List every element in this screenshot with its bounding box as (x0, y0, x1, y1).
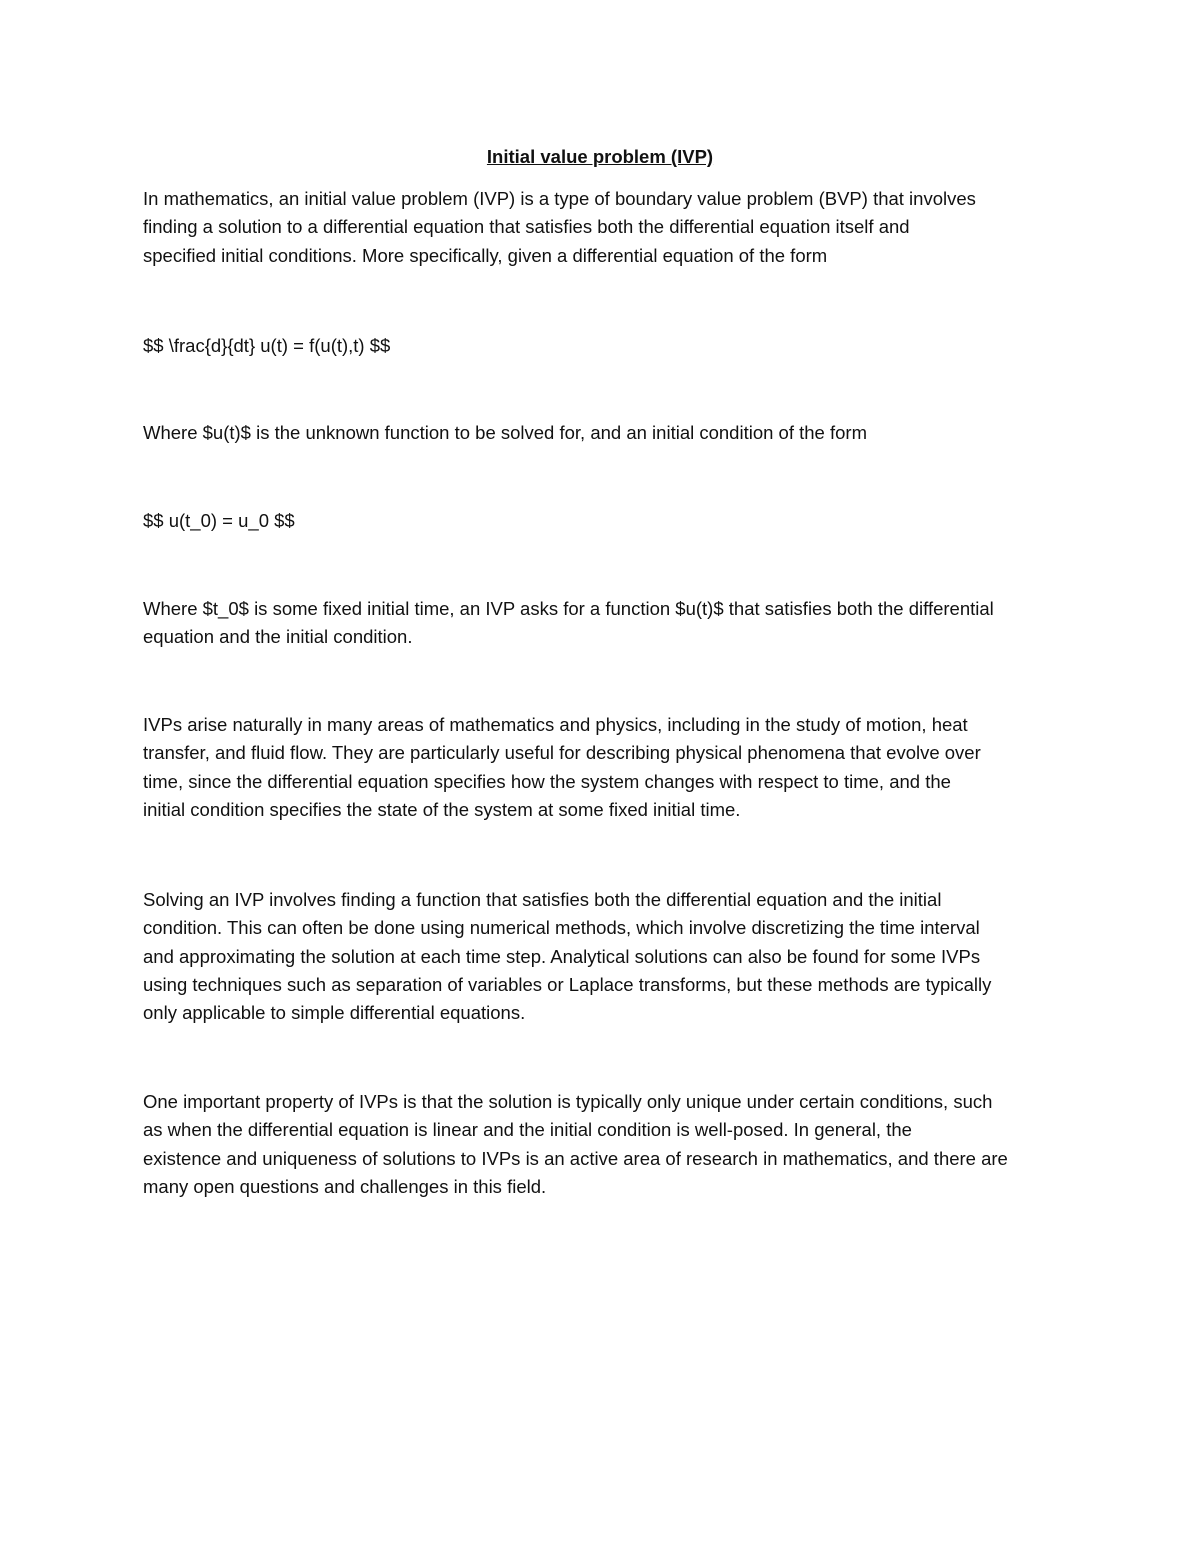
document-title: Initial value problem (IVP) (486, 146, 714, 167)
paragraph-applications: IVPs arise naturally in many areas of mathematics and physics, including in the study of motion, heat transfer, and fluid flow. They are particularly useful for describing physical phenomena that evolve over time, since the differential equation specifies how the system changes with respect to time, and the initial condition specifies the state of the system at some fixed initial time. (143, 714, 981, 820)
paragraph-ivp-definition: Where $t_0$ is some fixed initial time, an IVP asks for a function $u(t)$ that satisfies both the differential equation and the initial condition. (143, 598, 994, 648)
paragraph-uniqueness: One important property of IVPs is that the solution is typically only unique under certain conditions, such as when the differential equation is linear and the initial condition is well-posed. In general, the existence and uniqueness of solutions to IVPs is an active area of research in mathematics, and there are many open questions and challenges in this field. (143, 1091, 1008, 1197)
formula-initial-condition: $$ u(t_0) = u_0 $$ (143, 510, 295, 531)
formula-differential-equation: $$ \frac{d}{dt} u(t) = f(u(t),t) $$ (143, 335, 391, 356)
paragraph-intro: In mathematics, an initial value problem (IVP) is a type of boundary value problem (BVP) that involves finding a solution to a differential equation that satisfies both the differential equation itself and specified initial conditions. More specifically, given a differential equation of the form (143, 188, 976, 266)
paragraph-unknown-function: Where $u(t)$ is the unknown function to be solved for, and an initial condition of the form (143, 422, 867, 443)
paragraph-solving: Solving an IVP involves finding a function that satisfies both the differential equation and the initial condition. This can often be done using numerical methods, which involve discretizing the time interval and approximating the solution at each time step. Analytical solutions can also be found for some IVPs using techniques such as separation of variables or Laplace transforms, but these methods are typically only applicable to simple differential equations. (143, 889, 992, 1024)
